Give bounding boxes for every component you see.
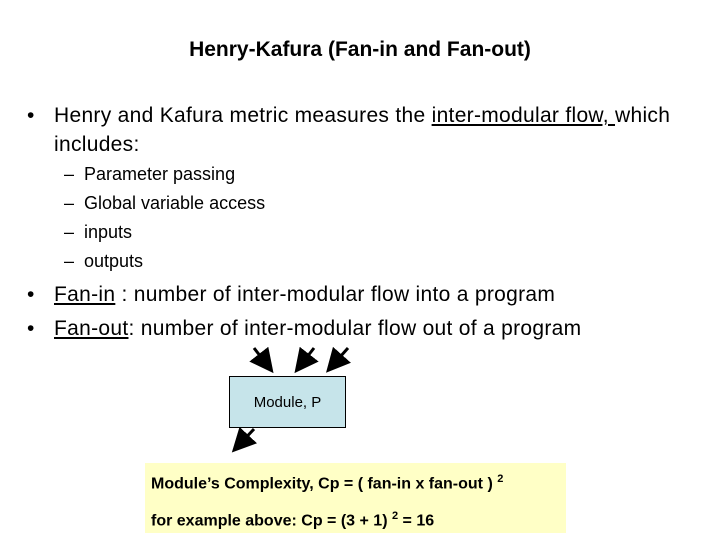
complexity-formula-box: [145, 463, 566, 533]
fan-in-definition: : number of inter-modular flow into a program: [115, 283, 556, 306]
dash-glyph: –: [64, 222, 75, 242]
sub-item-label: inputs: [84, 222, 133, 242]
example-result: = 16: [398, 512, 435, 530]
example-exponent: 2: [391, 510, 399, 522]
fan-in-arrow: [332, 348, 348, 366]
formula-text: Module’s Complexity, Cp = ( fan-in x fan-out ): [151, 475, 493, 493]
complexity-example: [151, 510, 434, 530]
example-text: for example above: Cp = (3 + 1): [151, 512, 388, 530]
dash-glyph: –: [64, 251, 75, 271]
underlined-term: inter-modular flow,: [431, 104, 616, 127]
bullet-text-tail: which includes:: [54, 104, 671, 156]
slide-title: Henry-Kafura (Fan-in and Fan-out): [189, 38, 531, 61]
fan-out-term: Fan-out: [54, 317, 129, 340]
fan-in-term: Fan-in: [54, 283, 116, 306]
fan-out-arrow: [238, 429, 254, 446]
fan-in-arrow: [254, 348, 268, 366]
bullet-dot: •: [27, 104, 35, 127]
sub-item-label: outputs: [84, 251, 144, 271]
dash-glyph: –: [64, 193, 75, 213]
dash-glyph: –: [64, 164, 75, 184]
bullet-text: Henry and Kafura metric measures the: [54, 104, 432, 127]
complexity-formula: [151, 473, 503, 493]
module-label: Module, P: [253, 393, 322, 411]
fan-out-definition: : number of inter-modular flow out of a program: [128, 317, 582, 340]
bullet-dot: •: [27, 317, 35, 340]
module-p-box: [229, 376, 346, 428]
fan-in-arrow: [300, 348, 314, 366]
sub-item-label: Parameter passing: [84, 164, 236, 184]
sub-item-label: Global variable access: [84, 193, 266, 213]
bullet-dot: •: [27, 283, 35, 306]
formula-exponent: 2: [497, 473, 504, 485]
